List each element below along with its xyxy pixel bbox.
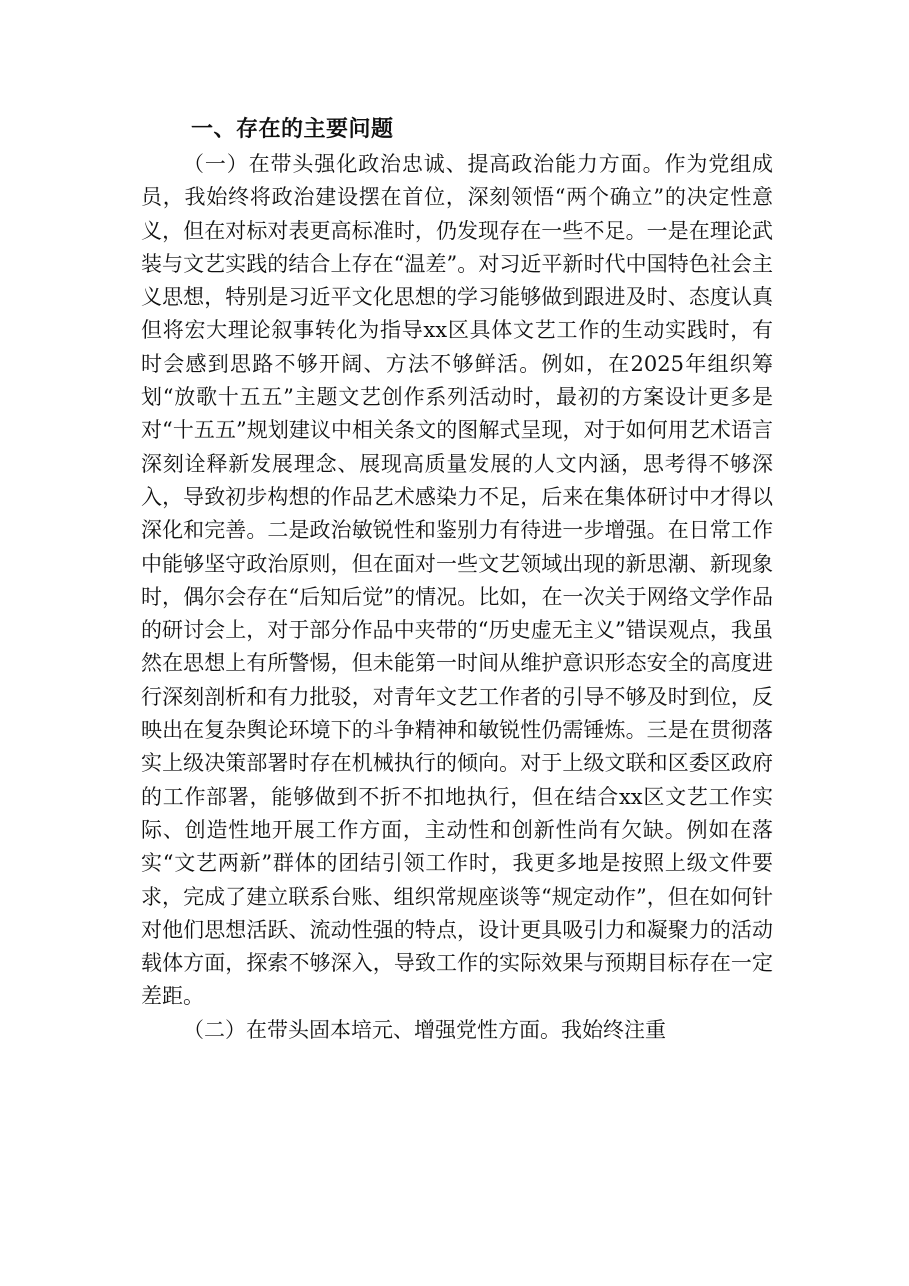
section-heading: 一、存在的主要问题 <box>191 117 394 142</box>
paragraph-1: （一）在带头强化政治忠诚、提高政治能力方面。作为党组成员，我始终将政治建设摆在首位，深刻领悟“两个确立”的决定性意义，但在对标对表更高标准时，仍发现存在一些不足。一是在理论武装与文艺实践的结合上存在“温差”。对习近平新时代中国特色社会主义思想，特别是习近平文化思想的学习能够做到跟进及时、态度认真但将宏大理论叙事转化为指导xx区具体文艺工作的生动实践时，有时会感到思路不够开阔、方法不够鲜活。例如，在2025年组织筹划“放歌十五五”主题文艺创作系列活动时，最初的方案设计更多是对“十五五”规划建议中相关条文的图解式呈现，对于如何用艺术语言深刻诠释新发展理念、展现高质量发展的人文内涵，思考得不够深入，导致初步构想的作品艺术感染力不足，后来在集体研讨中才得以深化和完善。二是政治敏锐性和鉴别力有待进一步增强。在日常工作中能够坚守政治原则，但在面对一些文艺领域出现的新思潮、新现象时，偶尔会存在“后知后觉”的情况。比如，在一次关于网络文学作品的研讨会上，对于部分作品中夹带的“历史虚无主义”错误观点，我虽然在思想上有所警惕，但未能第一时间从维护意识形态安全的高度进行深刻剖析和有力批驳，对青年文艺工作者的引导不够及时到位，反映出在复杂舆论环境下的斗争精神和敏锐性仍需锤炼。三是在贯彻落实上级决策部署时存在机械执行的倾向。对于上级文联和区委区政府的工作部署，能够做到不折不扣地执行，但在结合xx区文艺工作实际、创造性地开展工作方面，主动性和创新性尚有欠缺。例如在落实“文艺两新”群体的团结引领工作时，我更多地是按照上级文件要求，完成了建立联系台账、组织常规座谈等“规定动作”，但在如何针对他们思想活跃、流动性强的特点，设计更具吸引力和凝聚力的活动载体方面，探索不够深入，导致工作的实际效果与预期目标存在一定差距。 <box>141 152 773 1009</box>
paragraph-2: （二）在带头固本培元、增强党性方面。我始终注重 <box>183 1017 666 1042</box>
document-body <box>141 112 773 1047</box>
